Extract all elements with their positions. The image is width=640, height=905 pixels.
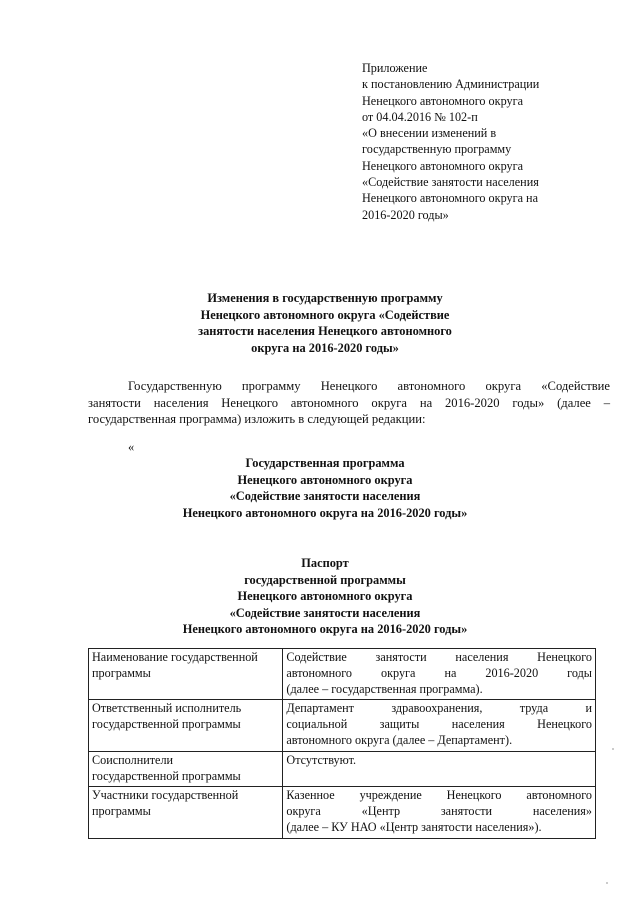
row-value-cell <box>283 700 596 751</box>
row-value-line: (далее – государственная программа). <box>286 681 483 696</box>
table-row <box>89 700 596 751</box>
row-value-line: Содействие занятости населения Ненецкого <box>286 650 592 664</box>
intro-line: занятости населения Ненецкого автономного округа на 2016-2020 годы» (далее – <box>88 395 610 410</box>
passport-title-line: «Содействие занятости населения <box>229 605 421 620</box>
program-title-line: Государственная программа <box>245 456 405 470</box>
appendix-line: Ненецкого автономного округа <box>362 93 524 108</box>
appendix-line: 2016-2020 годы» <box>362 207 449 222</box>
row-label-cell <box>89 700 283 751</box>
row-label-cell <box>89 649 283 700</box>
row-value-cell <box>283 649 596 700</box>
intro-paragraph <box>88 378 610 428</box>
row-label-line: Участники государственной <box>92 788 239 803</box>
row-value-line: Отсутствуют. <box>286 752 357 767</box>
table-row <box>89 787 596 838</box>
program-title-line: «Содействие занятости населения <box>229 489 421 503</box>
row-label-line: программы <box>92 804 151 819</box>
row-value-line: (далее – КУ НАО «Центр занятости населения»). <box>286 819 542 834</box>
changes-title-line: округа на 2016-2020 годы» <box>251 340 399 355</box>
scan-speck <box>606 882 608 884</box>
row-label-cell <box>89 751 283 787</box>
passport-title-line: Паспорт <box>301 556 349 570</box>
passport-title-line: Ненецкого автономного округа на 2016-2020 годы» <box>182 622 468 636</box>
appendix-line: Ненецкого автономного округа на <box>362 191 538 206</box>
passport-table <box>88 648 596 839</box>
row-value-line: автономного округа (далее – Департамент). <box>286 732 513 747</box>
row-value-line: социальной защиты населения Ненецкого <box>286 717 592 732</box>
appendix-line: «Содействие занятости населения <box>362 175 539 190</box>
row-value-line: округа «Центр занятости населения» <box>286 804 592 819</box>
row-label-line: Соисполнители <box>92 752 174 767</box>
passport-title-line: государственной программы <box>244 572 406 587</box>
row-value-line: Казенное учреждение Ненецкого автономного <box>286 788 592 803</box>
program-title-line: Ненецкого автономного округа на 2016-2020 годы» <box>182 505 468 520</box>
appendix-line: Приложение <box>362 61 428 75</box>
row-value-line: автономного округа на 2016-2020 годы <box>286 665 592 680</box>
appendix-line: «О внесении изменений в <box>362 126 497 141</box>
row-value-cell <box>283 751 596 787</box>
changes-title-line: занятости населения Ненецкого автономного <box>198 324 452 338</box>
scan-speck <box>612 748 614 750</box>
row-label-cell <box>89 787 283 838</box>
intro-line: государственная программа) изложить в следующей редакции: <box>88 412 426 427</box>
row-label-line: государственной программы <box>92 768 241 783</box>
row-label-line: Наименование государственной <box>92 650 258 664</box>
appendix-line: к постановлению Администрации <box>362 77 540 92</box>
intro-line: Государственную программу Ненецкого автономного округа «Содействие <box>128 379 610 393</box>
program-title <box>40 455 610 521</box>
row-label-line: государственной программы <box>92 717 241 732</box>
passport-title-line: Ненецкого автономного округа <box>237 589 413 603</box>
appendix-line: от 04.04.2016 № 102-п <box>362 109 478 124</box>
appendix-line: государственную программу <box>362 142 512 157</box>
appendix-block <box>362 60 612 223</box>
changes-title-line: Изменения в государственную программу <box>207 291 443 305</box>
row-label-line: программы <box>92 665 151 680</box>
changes-title-line: Ненецкого автономного округа «Содействие <box>200 307 450 322</box>
passport-title <box>40 555 610 638</box>
table-row <box>89 649 596 700</box>
row-label-line: Ответственный исполнитель <box>92 701 242 716</box>
changes-title <box>40 290 610 356</box>
program-title-line: Ненецкого автономного округа <box>237 472 413 487</box>
open-quote-mark: « <box>128 440 135 454</box>
row-value-line: Департамент здравоохранения, труда и <box>286 701 592 716</box>
table-row <box>89 751 596 787</box>
appendix-line: Ненецкого автономного округа <box>362 158 524 173</box>
row-value-cell <box>283 787 596 838</box>
